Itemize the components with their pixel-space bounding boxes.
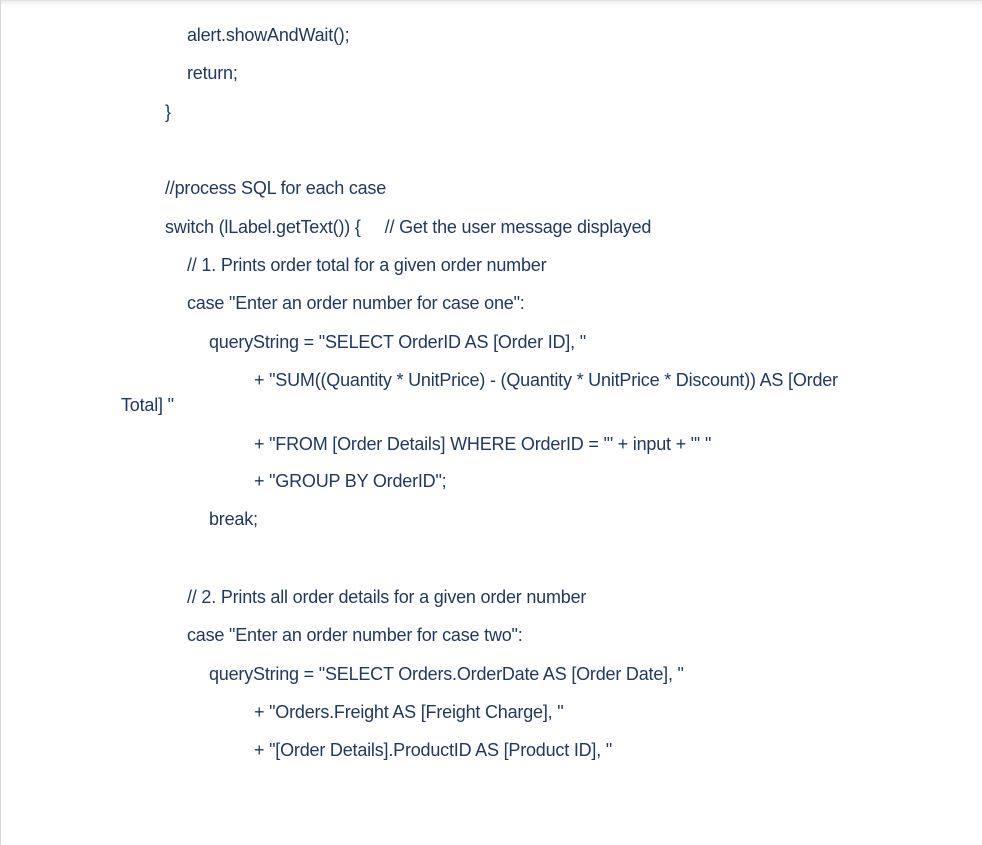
code-line-16: queryString = "SELECT Orders.OrderDate AS [Order Date], " xyxy=(209,664,684,684)
code-line-13: break; xyxy=(209,509,258,529)
code-line-15: case "Enter an order number for case two": xyxy=(187,625,523,645)
code-line-7: case "Enter an order number for case one": xyxy=(187,293,525,313)
code-line-17: + "Orders.Freight AS [Freight Charge], " xyxy=(254,702,564,722)
code-line-4: //process SQL for each case xyxy=(165,178,387,198)
code-line-14: // 2. Prints all order details for a given order number xyxy=(187,587,587,607)
code-line-18: + "[Order Details].ProductID AS [Product ID], " xyxy=(254,740,613,760)
code-line-1: alert.showAndWait(); xyxy=(187,25,350,45)
code-line-8: queryString = "SELECT OrderID AS [Order ID], " xyxy=(209,332,586,352)
top-shadow xyxy=(1,1,982,7)
code-line-10: Total] " xyxy=(121,395,174,415)
code-line-6: // 1. Prints order total for a given order number xyxy=(187,255,547,275)
code-line-11: + "FROM [Order Details] WHERE OrderID = '" + input + "' " xyxy=(254,434,712,454)
code-line-5: switch (lLabel.getText()) { // Get the user message displayed xyxy=(165,217,652,237)
code-line-9: + "SUM((Quantity * UnitPrice) - (Quantity * UnitPrice * Discount)) AS [Order xyxy=(254,370,838,390)
code-line-3: } xyxy=(165,102,171,122)
code-line-2: return; xyxy=(187,63,238,83)
code-line-12: + "GROUP BY OrderID"; xyxy=(254,471,447,491)
